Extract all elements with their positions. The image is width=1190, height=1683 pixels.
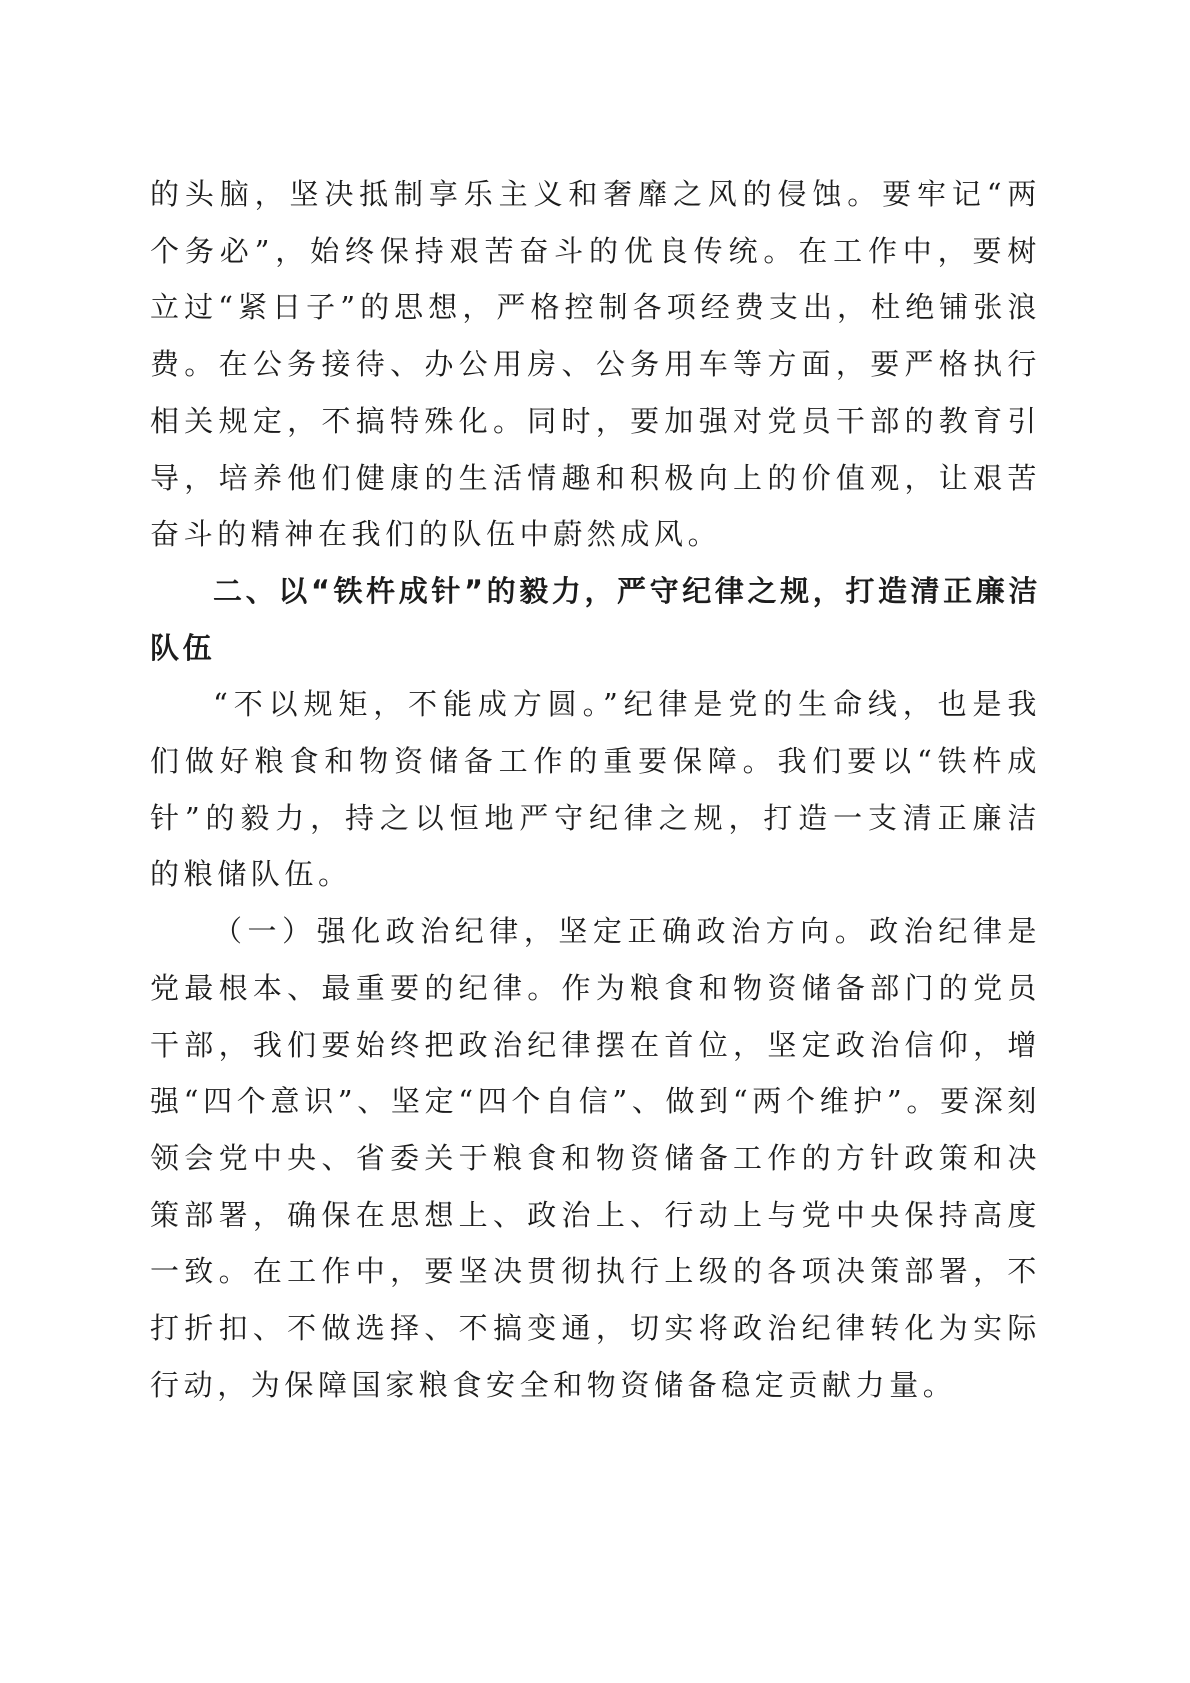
paragraph-discipline-intro: “不以规矩，不能成方圆。”纪律是党的生命线，也是我们做好粮食和物资储备工作的重要保障。我们要以“铁杵成针”的毅力，持之以恒地严守纪律之规，打造一支清正廉洁的粮储队伍。	[150, 687, 1041, 892]
document-body	[150, 166, 1041, 1413]
paragraph-continuation: 的头脑，坚决抵制享乐主义和奢靡之风的侵蚀。要牢记“两个务必”，始终保持艰苦奋斗的优良传统。在工作中，要树立过“紧日子”的思想，严格控制各项经费支出，杜绝铺张浪费。在公务接待、办公用房、公务用车等方面，要严格执行相关规定，不搞特殊化。同时，要加强对党员干部的教育引导，培养他们健康的生活情趣和积极向上的价值观，让艰苦奋斗的精神在我们的队伍中蔚然成风。	[150, 177, 1041, 552]
section-heading: 二、以“铁杵成针”的毅力，严守纪律之规，打造清正廉洁队伍	[150, 573, 1041, 665]
paragraph-political-discipline: （一）强化政治纪律，坚定正确政治方向。政治纪律是党最根本、最重要的纪律。作为粮食和物资储备部门的党员干部，我们要始终把政治纪律摆在首位，坚定政治信仰，增强“四个意识”、坚定“四个自信”、做到“两个维护”。要深刻领会党中央、省委关于粮食和物资储备工作的方针政策和决策部署，确保在思想上、政治上、行动上与党中央保持高度一致。在工作中，要坚决贯彻执行上级的各项决策部署，不打折扣、不做选择、不搞变通，切实将政治纪律转化为实际行动，为保障国家粮食安全和物资储备稳定贡献力量。	[150, 914, 1041, 1402]
